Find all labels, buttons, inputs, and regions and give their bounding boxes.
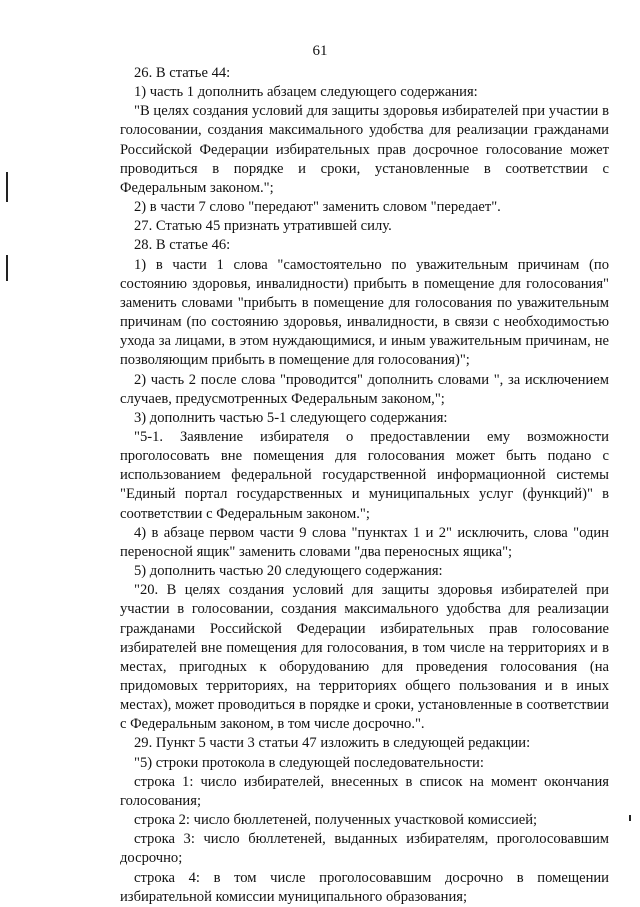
paragraph-article-26: 26. В статье 44: — [134, 65, 231, 81]
protocol-line: строка 2: число бюллетеней, полученных участковой комиссией; — [134, 812, 538, 829]
document-body — [120, 64, 609, 907]
paragraph: 5) дополнить частью 20 следующего содержания: — [134, 563, 443, 580]
protocol-line: строка 4: в том числе проголосовавшим досрочно в помещении избирательной комиссии муниципального образования; — [120, 869, 609, 905]
paragraph-article-29: 29. Пункт 5 части 3 статьи 47 изложить в следующей редакции: — [134, 735, 531, 752]
paragraph-quote: "20. В целях создания условий для защиты здоровья избирателей при участии в голосовании, создания максимального удобства для реализации гражданами Российской Федерации избирательных прав голосование избирателей вне помещения для голосования, в том числе на территориях и в местах, пригодных к оборудованию для проведения голосования (на придомовых территориях, на территориях общего пользования и в иных местах), может проводиться в порядке и сроки, установленные в соответствии с Федеральным законом, в том числе досрочно.". — [120, 582, 609, 733]
paragraph: 2) в части 7 слово "передают" заменить словом "передает". — [134, 199, 501, 216]
paragraph-quote: "5) строки протокола в следующей последовательности: — [134, 754, 484, 771]
scan-artifact-mark — [6, 172, 8, 202]
paragraph-quote: "В целях создания условий для защиты здоровья избирателей при участии в голосовании, создания максимального удобства для реализации гражданами Российской Федерации избирательных прав досрочное голосование может проводиться в порядке и сроки, установленные в соответствии с Федеральным законом."; — [120, 103, 609, 196]
paragraph: 1) в части 1 слова "самостоятельно по уважительным причинам (по состоянию здоровья, инвалидности) прибыть в помещение для голосования" заменить словами "прибыть в помещение для голосования по уважительным причинам (по состоянию здоровья, инвалидности, в связи с необходимостью ухода за лицами, в этом нуждающимися, и иным уважительным причинам, не позволяющим прибыть в помещение для голосования)"; — [120, 256, 609, 369]
scan-artifact-mark — [629, 815, 631, 821]
paragraph: 3) дополнить частью 5-1 следующего содержания: — [134, 409, 448, 426]
page-number: 61 — [312, 43, 328, 59]
paragraph-quote: "5-1. Заявление избирателя о предоставлении ему возможности проголосовать вне помещения для голосования может быть подано с использованием федеральной государственной информационной системы "Единый портал государственных и муниципальных услуг (функций)" в соответствии с Федеральным законом."; — [120, 428, 609, 522]
paragraph: 2) часть 2 после слова "проводится" дополнить словами ", за исключением случаев, предусмотренных Федеральным законом,"; — [120, 371, 609, 407]
paragraph: 1) часть 1 дополнить абзацем следующего содержания: — [134, 84, 478, 101]
paragraph-article-27: 27. Статью 45 признать утратившей силу. — [134, 218, 392, 235]
paragraph: 4) в абзаце первом части 9 слова "пунктах 1 и 2" исключить, слова "один переносной ящик" заменить словами "два переносных ящика"; — [120, 524, 609, 560]
protocol-line: строка 1: число избирателей, внесенных в список на момент окончания голосования; — [120, 773, 609, 809]
scan-artifact-mark — [6, 255, 8, 281]
paragraph-article-28: 28. В статье 46: — [134, 237, 231, 254]
protocol-line: строка 3: число бюллетеней, выданных избирателям, проголосовавшим досрочно; — [120, 831, 609, 867]
